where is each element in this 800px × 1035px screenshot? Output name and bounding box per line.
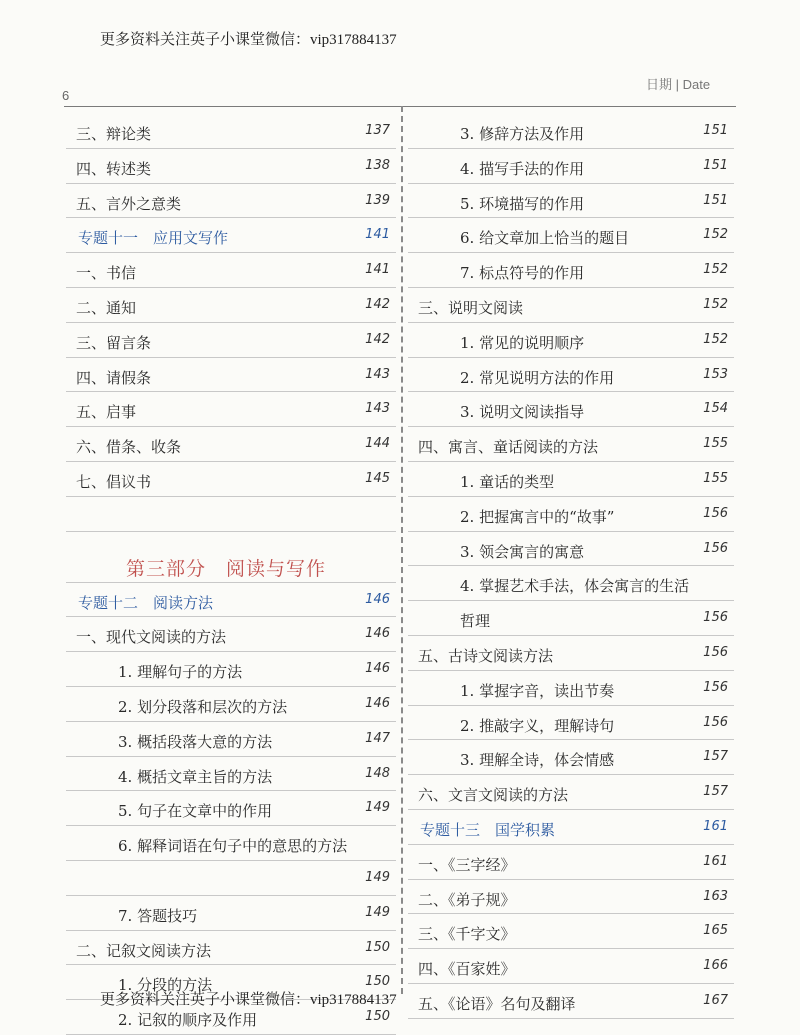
toc-right-column (408, 114, 734, 1019)
toc-entry-title: 7. 答题技巧 (118, 906, 198, 925)
toc-entry-page: 142 (365, 331, 390, 347)
toc-entry-title: 1. 常见的说明顺序 (460, 333, 585, 352)
toc-entry-row (66, 462, 396, 497)
toc-entry-page: 148 (365, 765, 390, 781)
toc-entry-title: 二、通知 (76, 298, 137, 317)
toc-entry-page: 153 (703, 366, 728, 382)
toc-entry-title: 三、说明文阅读 (418, 298, 524, 317)
toc-entry-page: 161 (703, 818, 728, 834)
toc-entry-title: 一、现代文阅读的方法 (76, 628, 227, 647)
toc-entry-row (66, 184, 396, 219)
toc-entry-page: 156 (703, 505, 728, 521)
toc-entry-title: 4. 概括文章主旨的方法 (118, 767, 273, 786)
toc-entry-title: 1. 童话的类型 (460, 472, 555, 491)
toc-entry-row (66, 114, 396, 149)
watermark-top: 更多资料关注英子小课堂微信：vip317884137 (100, 32, 397, 48)
toc-entry-row (408, 740, 734, 775)
toc-entry-row (408, 114, 734, 149)
toc-entry-page: 141 (365, 227, 390, 243)
toc-entry-title: 四、转述类 (76, 159, 152, 178)
toc-entry-page: 142 (365, 296, 390, 312)
watermark-bottom: 更多资料关注英子小课堂微信：vip317884137 (100, 992, 397, 1008)
toc-entry-row (408, 253, 734, 288)
toc-entry-row (408, 914, 734, 949)
toc-entry-page: 154 (703, 401, 728, 417)
toc-entry-title: 1. 分段的方法 (118, 976, 213, 995)
toc-entry-page: 146 (365, 661, 390, 677)
toc-entry-row (408, 845, 734, 880)
toc-entry-row (66, 497, 396, 532)
toc-entry-page: 152 (703, 296, 728, 312)
toc-entry-title: 6. 解释词语在句子中的意思的方法 (118, 837, 348, 856)
toc-entry-title: 2. 常见说明方法的作用 (460, 368, 615, 387)
toc-entry-page: 165 (703, 923, 728, 939)
toc-entry-page: 146 (365, 591, 390, 607)
toc-entry-title: 4. 掌握艺术手法，体会寓言的生活 (460, 577, 690, 596)
toc-entry-row (408, 288, 734, 323)
toc-entry-row (66, 427, 396, 462)
toc-entry-page: 149 (365, 904, 390, 920)
toc-entry-title: 二、记叙文阅读方法 (76, 941, 212, 960)
toc-entry-row (66, 861, 396, 896)
toc-entry-page: 151 (703, 157, 728, 173)
toc-entry-row (66, 392, 396, 427)
toc-entry-title: 五、古诗文阅读方法 (418, 646, 554, 665)
toc-entry-row (408, 601, 734, 636)
toc-entry-page: 143 (365, 401, 390, 417)
toc-entry-row (66, 931, 396, 966)
toc-entry-title: 专题十二 阅读方法 (78, 593, 214, 612)
page-number: 6 (62, 88, 70, 103)
toc-topic-row (66, 218, 396, 253)
toc-entry-row (408, 184, 734, 219)
toc-entry-title: 三、《千字文》 (418, 925, 516, 944)
toc-entry-title: 五、《论语》名句及翻译 (418, 994, 576, 1013)
toc-entry-page: 138 (365, 157, 390, 173)
toc-entry-page: 139 (365, 192, 390, 208)
date-label: 日期 | Date (646, 77, 711, 92)
toc-entry-row (408, 706, 734, 741)
toc-entry-row (408, 949, 734, 984)
toc-entry-row (408, 775, 734, 810)
toc-entry-title: 三、留言条 (76, 333, 152, 352)
toc-entry-page: 150 (365, 1009, 390, 1025)
toc-entry-row (408, 218, 734, 253)
toc-entry-title: 2. 划分段落和层次的方法 (118, 697, 288, 716)
toc-entry-row (66, 652, 396, 687)
toc-entry-page: 144 (365, 436, 390, 452)
toc-entry-page: 150 (365, 939, 390, 955)
toc-entry-title: 二、《弟子规》 (418, 890, 516, 909)
toc-entry-title: 2. 记叙的顺序及作用 (118, 1011, 258, 1030)
toc-entry-page: 149 (365, 869, 390, 885)
toc-entry-title: 3. 概括段落大意的方法 (118, 732, 273, 751)
toc-entry-page: 141 (365, 262, 390, 278)
toc-entry-page: 152 (703, 262, 728, 278)
toc-entry-title: 哲理 (460, 612, 491, 631)
toc-entry-page: 146 (365, 626, 390, 642)
toc-entry-row (66, 358, 396, 393)
toc-entry-page: 143 (365, 366, 390, 382)
toc-entry-row (408, 323, 734, 358)
toc-entry-page: 167 (703, 992, 728, 1008)
toc-entry-row (66, 826, 396, 861)
toc-entry-page: 137 (365, 123, 390, 138)
toc-entry-page: 155 (703, 436, 728, 452)
toc-entry-page: 156 (703, 714, 728, 730)
toc-entry-title: 6. 给文章加上恰当的题目 (460, 229, 630, 248)
toc-entry-row (66, 757, 396, 792)
toc-entry-page: 145 (365, 470, 390, 486)
toc-entry-title: 1. 理解句子的方法 (118, 663, 243, 682)
toc-entry-row (408, 427, 734, 462)
toc-entry-row (66, 687, 396, 722)
toc-entry-title: 四、请假条 (76, 368, 152, 387)
column-divider (401, 106, 403, 994)
toc-entry-page: 156 (703, 540, 728, 556)
toc-entry-title: 3. 说明文阅读指导 (460, 403, 585, 422)
toc-entry-row (66, 722, 396, 757)
toc-entry-title: 4. 描写手法的作用 (460, 159, 585, 178)
toc-entry-row (66, 791, 396, 826)
toc-entry-title: 五、启事 (76, 403, 137, 422)
toc-entry-row (408, 532, 734, 567)
toc-entry-row (66, 288, 396, 323)
toc-topic-row (408, 810, 734, 845)
toc-entry-title: 1. 掌握字音，读出节奏 (460, 681, 615, 700)
toc-entry-title: 专题十一 应用文写作 (78, 229, 229, 248)
toc-entry-row (66, 896, 396, 931)
toc-entry-row (408, 358, 734, 393)
toc-entry-page: 152 (703, 227, 728, 243)
toc-entry-page: 157 (703, 749, 728, 765)
toc-entry-row (66, 323, 396, 358)
toc-entry-page: 155 (703, 470, 728, 486)
toc-entry-title: 2. 把握寓言中的“故事” (460, 507, 615, 526)
toc-entry-title: 一、《三字经》 (418, 855, 516, 874)
toc-entry-row (408, 566, 734, 601)
toc-entry-title: 3. 领会寓言的寓意 (460, 542, 585, 561)
toc-entry-title: 六、文言文阅读的方法 (418, 786, 569, 805)
toc-entry-page: 157 (703, 784, 728, 800)
toc-entry-row (408, 149, 734, 184)
toc-entry-page: 166 (703, 958, 728, 974)
toc-entry-row (408, 497, 734, 532)
toc-topic-row (66, 583, 396, 618)
toc-entry-title: 3. 修辞方法及作用 (460, 125, 585, 143)
toc-entry-page: 163 (703, 888, 728, 904)
toc-entry-row (408, 880, 734, 915)
toc-entry-title: 一、书信 (76, 264, 137, 283)
toc-entry-row (408, 636, 734, 671)
toc-entry-title: 五、言外之意类 (76, 194, 182, 213)
toc-entry-page: 156 (703, 679, 728, 695)
toc-entry-title: 三、辩论类 (76, 125, 152, 143)
toc-entry-page: 156 (703, 644, 728, 660)
toc-left-column (66, 114, 396, 1035)
toc-entry-title: 5. 环境描写的作用 (460, 194, 585, 213)
toc-entry-row (408, 671, 734, 706)
section-heading (66, 532, 396, 583)
toc-entry-title: 六、借条、收条 (76, 438, 182, 457)
toc-entry-title: 7. 标点符号的作用 (460, 264, 585, 283)
toc-entry-row (66, 617, 396, 652)
toc-entry-title: 四、寓言、童话阅读的方法 (418, 438, 599, 457)
toc-entry-title: 专题十三 国学积累 (420, 820, 556, 839)
toc-entry-page: 150 (365, 974, 390, 990)
toc-entry-page: 146 (365, 695, 390, 711)
toc-entry-title: 四、《百家姓》 (418, 960, 516, 979)
toc-entry-page: 151 (703, 123, 728, 138)
toc-entry-title: 2. 推敲字义，理解诗句 (460, 716, 615, 735)
toc-entry-row (66, 149, 396, 184)
toc-entry-page: 152 (703, 331, 728, 347)
toc-entry-page: 147 (365, 730, 390, 746)
toc-entry-page: 161 (703, 853, 728, 869)
toc-entry-page: 149 (365, 800, 390, 816)
toc-entry-row (66, 253, 396, 288)
toc-entry-page: 156 (703, 610, 728, 626)
toc-entry-title: 3. 理解全诗，体会情感 (460, 751, 615, 770)
toc-entry-title: 5. 句子在文章中的作用 (118, 802, 273, 821)
toc-entry-row (408, 462, 734, 497)
toc-entry-page: 151 (703, 192, 728, 208)
toc-entry-title: 第三部分 阅读与写作 (126, 557, 327, 580)
toc-entry-title: 七、倡议书 (76, 472, 152, 491)
toc-entry-row (408, 392, 734, 427)
